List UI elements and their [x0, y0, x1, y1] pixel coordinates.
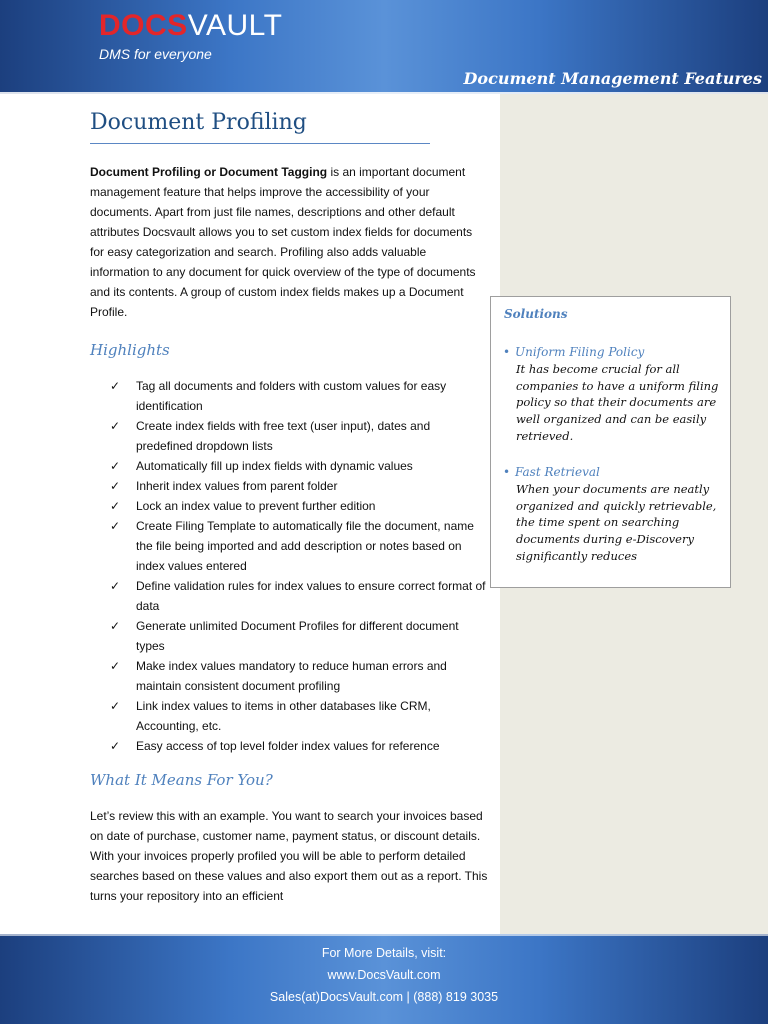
logo-docs-text: DOCS — [99, 9, 188, 42]
solution-item-text: When your documents are neatly organized and quickly retrievable, the time spent on searching documents during e-Discovery significantly reduces — [516, 482, 717, 563]
list-item-text: Lock an index value to prevent further edition — [136, 499, 376, 513]
solution-item-title: Uniform Filing Policy — [515, 345, 645, 359]
page-title: Document Profiling — [90, 110, 307, 135]
logo-vault-text: VAULT — [187, 9, 283, 42]
list-item-text: Create Filing Template to automatically file the document, name the file being imported and add description or notes based on index values entered — [136, 519, 474, 573]
header-banner — [0, 0, 768, 94]
list-item-text: Create index fields with free text (user input), dates and predefined dropdown lists — [136, 419, 431, 453]
solution-item-header — [503, 464, 725, 481]
check-mark-icon: ✓ — [110, 519, 121, 533]
footer-banner — [0, 934, 768, 1024]
list-item — [110, 416, 490, 456]
check-mark-icon: ✓ — [110, 659, 121, 673]
intro-paragraph — [90, 162, 488, 322]
list-item-text: Easy access of top level folder index values for reference — [136, 739, 440, 753]
list-item — [110, 516, 490, 576]
docsvault-logo[interactable] — [99, 10, 282, 42]
check-mark-icon: ✓ — [110, 379, 121, 393]
solution-item-text: It has become crucial for all companies to have a uniform filing policy so that their documents are well organized and can be easily retrieved. — [516, 362, 719, 443]
solution-item-title: Fast Retrieval — [515, 465, 600, 479]
intro-bold-text: Document Profiling or Document Tagging — [90, 165, 328, 179]
list-item-text: Generate unlimited Document Profiles for different document types — [136, 619, 459, 653]
list-item-text: Link index values to items in other databases like CRM, Accounting, etc. — [136, 699, 431, 733]
solutions-title: Solutions — [504, 307, 568, 321]
footer-website-link[interactable]: www.DocsVault.com — [327, 968, 441, 982]
list-item — [110, 496, 490, 516]
list-item-text: Tag all documents and folders with custom values for easy identification — [136, 379, 447, 413]
list-item — [110, 736, 490, 756]
check-mark-icon: ✓ — [110, 619, 121, 633]
what-it-means-paragraph: Let’s review this with an example. You want to search your invoices based on date of purchase, customer name, payment status, or discount details. With your invoices properly profiled you will be able to perform detailed searches based on these values and also export them out as a report. This turns your repository into an efficient — [90, 809, 488, 903]
intro-text: is an important document management feature that helps improve the accessibility of your documents. Apart from just file names, descriptions and other default attributes Docsvault allows you to set custom index fields for documents for easy categorization and search. Profiling also adds valuable information to any document for quick overview of the type of documents and its contents. A group of custom index fields makes up a Document Profile. — [90, 165, 476, 319]
solution-item — [503, 344, 725, 445]
highlights-list — [110, 376, 490, 756]
bullet-icon: • — [503, 345, 511, 359]
list-item-text: Inherit index values from parent folder — [136, 479, 338, 493]
check-mark-icon: ✓ — [110, 579, 121, 593]
list-item — [110, 656, 490, 696]
check-mark-icon: ✓ — [110, 479, 121, 493]
check-mark-icon: ✓ — [110, 499, 121, 513]
list-item — [110, 576, 490, 616]
check-mark-icon: ✓ — [110, 419, 121, 433]
section-title: Document Management Features — [463, 69, 762, 88]
what-it-means-heading: What It Means For You? — [90, 771, 273, 789]
check-mark-icon: ✓ — [110, 739, 121, 753]
list-item — [110, 476, 490, 496]
list-item-text: Define validation rules for index values to ensure correct format of data — [136, 579, 486, 613]
tagline: DMS for everyone — [99, 46, 212, 62]
list-item — [110, 616, 490, 656]
list-item — [110, 376, 490, 416]
footer-divider — [0, 934, 768, 936]
highlights-heading: Highlights — [90, 341, 170, 359]
footer-details-label: For More Details, visit: — [321, 946, 447, 960]
solutions-box — [490, 296, 731, 588]
list-item-text: Make index values mandatory to reduce human errors and maintain consistent document profiling — [136, 659, 447, 693]
bullet-icon: • — [503, 465, 511, 479]
title-underline — [90, 143, 430, 144]
footer-contact[interactable]: Sales(at)DocsVault.com | (888) 819 3035 — [269, 990, 499, 1004]
list-item-text: Automatically fill up index fields with dynamic values — [136, 459, 413, 473]
solution-item — [503, 464, 725, 565]
check-mark-icon: ✓ — [110, 699, 121, 713]
list-item — [110, 696, 490, 736]
list-item — [110, 456, 490, 476]
solution-item-header — [503, 344, 725, 361]
check-mark-icon: ✓ — [110, 459, 121, 473]
